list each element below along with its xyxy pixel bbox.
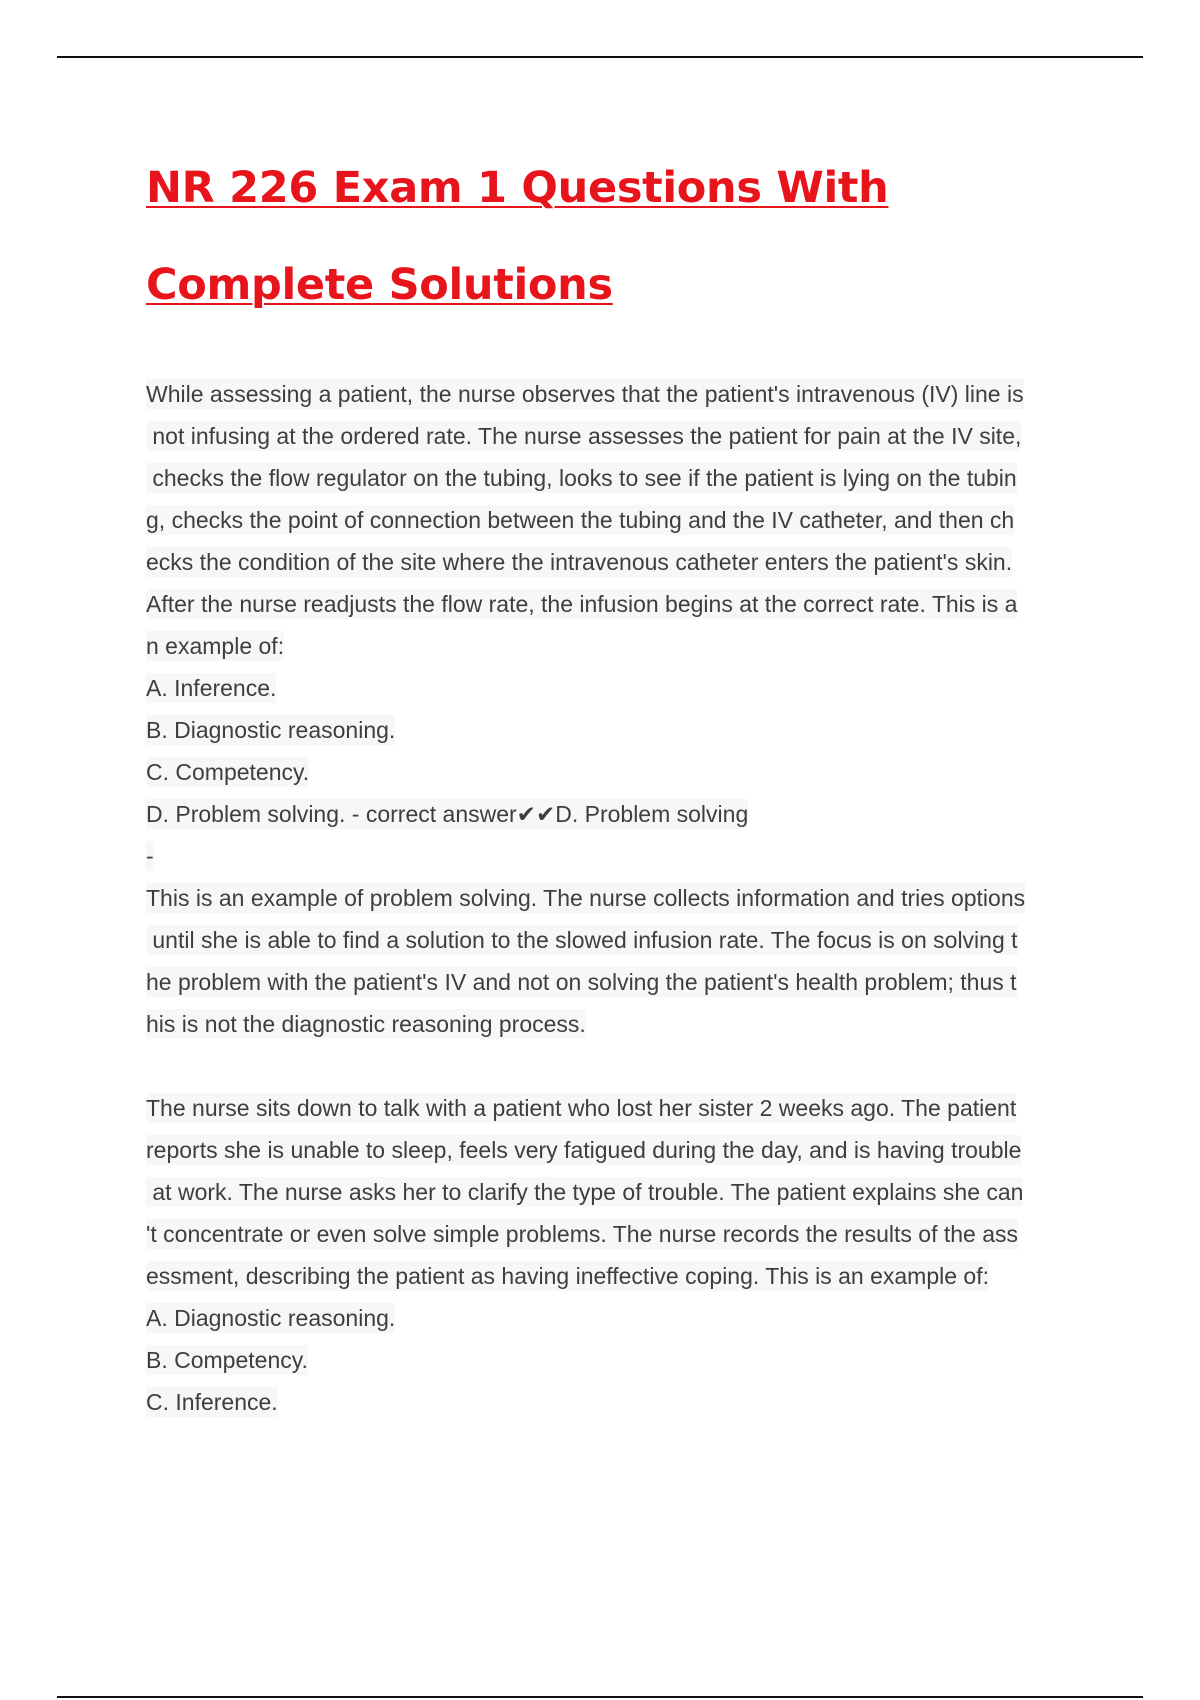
question-1-line: ecks the condition of the site where the intravenous catheter enters the patient's skin. [146, 549, 1013, 575]
question-2-option-b: B. Competency. [146, 1347, 308, 1373]
question-1-line: checks the flow regulator on the tubing, looks to see if the patient is lying on the tubin [146, 465, 1017, 491]
document-body [146, 373, 1096, 1423]
question-1-line: n example of: [146, 633, 285, 659]
header-rule [57, 56, 1143, 58]
document-title: NR 226 Exam 1 Questions With Complete Solutions [146, 163, 889, 310]
question-2-option-c: C. Inference. [146, 1389, 278, 1415]
rationale-line: his is not the diagnostic reasoning process. [146, 1011, 586, 1037]
question-2 [146, 1087, 1096, 1423]
question-1 [146, 373, 1096, 1045]
question-2-line: essment, describing the patient as having ineffective coping. This is an example of: [146, 1263, 989, 1289]
question-1-option-d-answer: D. Problem solving. - correct answer✔✔D. Problem solving [146, 801, 749, 827]
question-2-line: 't concentrate or even solve simple problems. The nurse records the results of the ass [146, 1221, 1019, 1247]
answer-separator: - [146, 843, 154, 869]
question-2-option-a: A. Diagnostic reasoning. [146, 1305, 396, 1331]
question-1-option-a: A. Inference. [146, 675, 277, 701]
question-1-line: While assessing a patient, the nurse observes that the patient's intravenous (IV) line is [146, 381, 1024, 407]
question-1-option-b: B. Diagnostic reasoning. [146, 717, 396, 743]
footer-rule [57, 1696, 1143, 1698]
rationale-line: until she is able to find a solution to the slowed infusion rate. The focus is on solving t [146, 927, 1018, 953]
rationale-line: This is an example of problem solving. The nurse collects information and tries options [146, 885, 1026, 911]
question-1-line: After the nurse readjusts the flow rate, the infusion begins at the correct rate. This is a [146, 591, 1018, 617]
question-2-line: reports she is unable to sleep, feels very fatigued during the day, and is having trouble [146, 1137, 1022, 1163]
question-2-line: The nurse sits down to talk with a patient who lost her sister 2 weeks ago. The patient [146, 1095, 1017, 1121]
paragraph-gap [146, 1045, 1096, 1087]
question-1-option-c: C. Competency. [146, 759, 310, 785]
question-2-line: at work. The nurse asks her to clarify the type of trouble. The patient explains she can [146, 1179, 1024, 1205]
question-1-line: g, checks the point of connection between the tubing and the IV catheter, and then ch [146, 507, 1015, 533]
rationale-line: he problem with the patient's IV and not on solving the patient's health problem; thus t [146, 969, 1017, 995]
question-1-line: not infusing at the ordered rate. The nurse assesses the patient for pain at the IV site, [146, 423, 1022, 449]
